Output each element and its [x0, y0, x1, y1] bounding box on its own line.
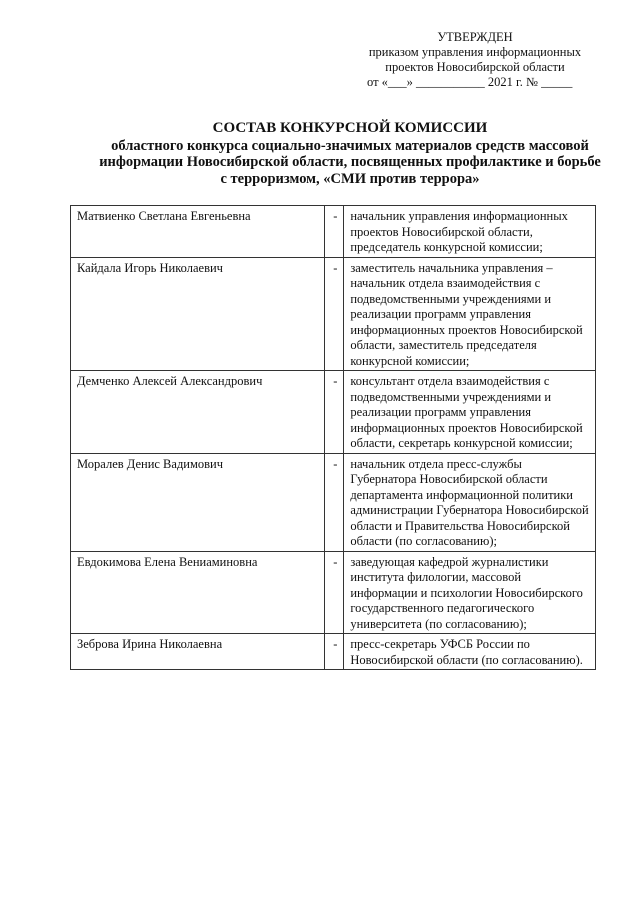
document-title: [60, 120, 640, 187]
member-dash: -: [325, 453, 344, 551]
approval-line-1: приказом управления информационных: [368, 45, 582, 59]
approval-line-3: от «___» ___________ 2021 г. № _____: [367, 75, 573, 89]
member-position: консультант отдела взаимодействия с подведомственными учреждениями и реализации программ управления информационных проектов Новосибирской области, секретарь конкурсной комиссии;: [344, 371, 596, 454]
member-dash: -: [325, 551, 344, 634]
member-name: Демченко Алексей Александрович: [71, 371, 325, 454]
member-position: заместитель начальника управления – начальник отдела взаимодействия с подведомственными учреждениями и реализации программ управления информационных проектов Новосибирской области, заместитель председателя конкурсной комиссии;: [344, 257, 596, 371]
member-position: заведующая кафедрой журналистики института филологии, массовой информации и психологии Новосибирского государственного педагогического университета (по согласованию);: [344, 551, 596, 634]
member-name: Евдокимова Елена Вениаминовна: [71, 551, 325, 634]
approval-line-2: проектов Новосибирской области: [385, 60, 565, 74]
member-name: Матвиенко Светлана Евгеньевна: [71, 206, 325, 258]
approval-heading: УТВЕРЖДЕН: [437, 30, 513, 44]
title-sub-line-2: информации Новосибирской области, посвященных профилактике и борьбе: [99, 154, 601, 170]
member-position: начальник отдела пресс-службы Губернатора Новосибирской области департамента информационной политики администрации Губернатора Новосибирской области и Правительства Новосибирской области (по согласованию);: [344, 453, 596, 551]
member-dash: -: [325, 206, 344, 258]
title-sub-line-3: с терроризмом, «СМИ против террора»: [220, 170, 480, 187]
table-row: [71, 206, 596, 258]
member-name: Моралев Денис Вадимович: [71, 453, 325, 551]
approval-block: [355, 30, 595, 90]
member-position: начальник управления информационных проектов Новосибирской области, председатель конкурсной комиссии;: [344, 206, 596, 258]
title-main: СОСТАВ КОНКУРСНОЙ КОМИССИИ: [212, 120, 488, 136]
table-row: [71, 371, 596, 454]
member-position: пресс-секретарь УФСБ России по Новосибирской области (по согласованию).: [344, 634, 596, 670]
member-name: Кайдала Игорь Николаевич: [71, 257, 325, 371]
table-row: [71, 453, 596, 551]
member-dash: -: [325, 257, 344, 371]
table-row: [71, 551, 596, 634]
title-sub-line-1: областного конкурса социально-значимых материалов средств массовой: [111, 137, 589, 154]
member-name: Зеброва Ирина Николаевна: [71, 634, 325, 670]
member-dash: -: [325, 371, 344, 454]
table-row: [71, 634, 596, 670]
member-dash: -: [325, 634, 344, 670]
table-row: [71, 257, 596, 371]
commission-members-table: [70, 205, 596, 670]
